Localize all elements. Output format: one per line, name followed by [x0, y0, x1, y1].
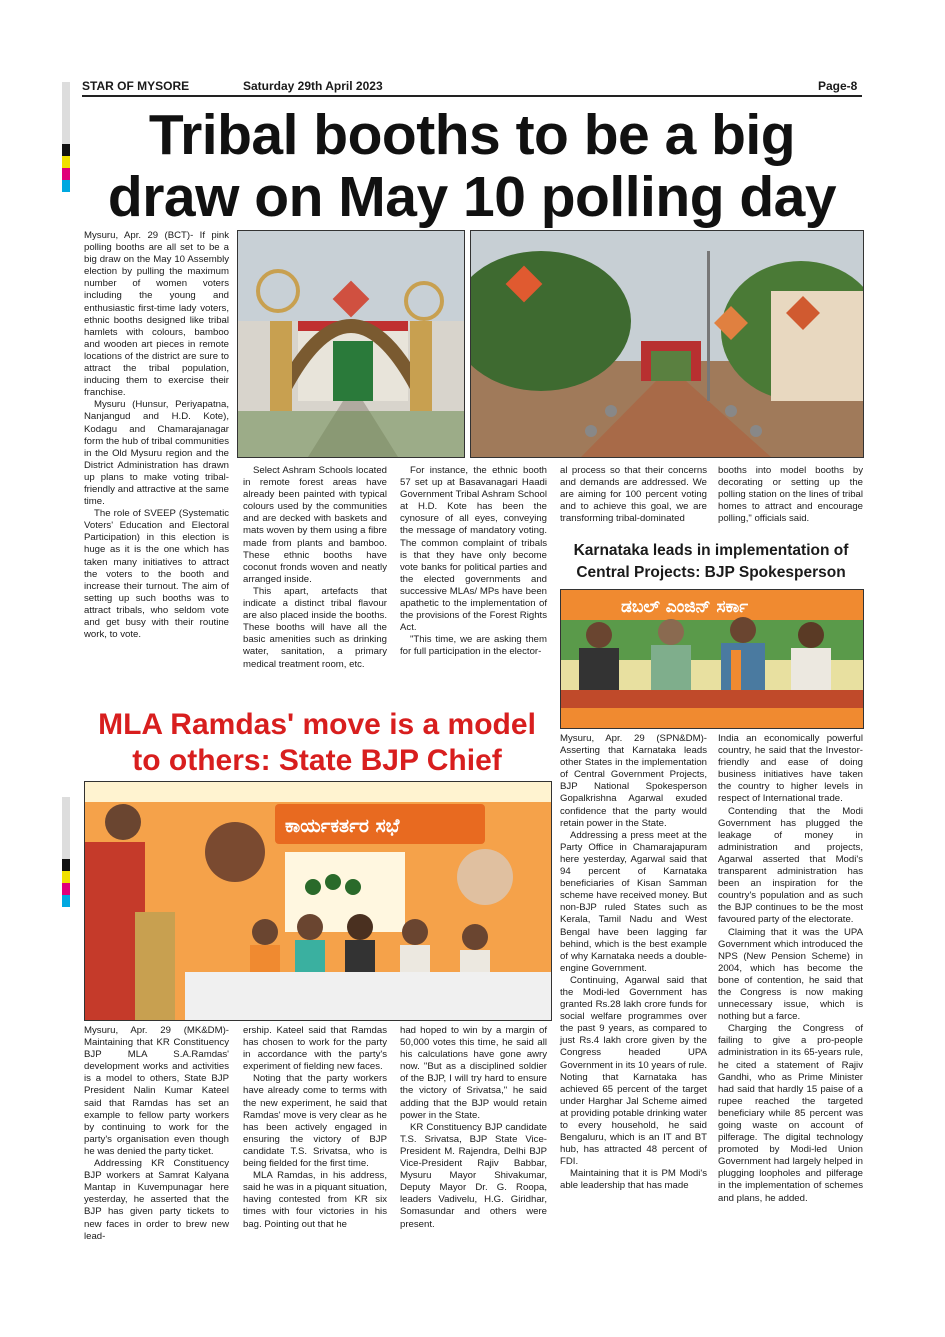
issue-date: Saturday 29th April 2023 [243, 79, 383, 93]
story3-column-2 [243, 1025, 387, 1231]
paragraph: This apart, artefacts that indicate a distinct tribal flavour are also placed inside the booths. These booths will have all the basic amenities such as drinking water, sanitation, a primary medical treatment room, etc. [243, 585, 387, 670]
tribal-booth-gate-photo [237, 230, 465, 458]
paragraph: Select Ashram Schools located in remote forest areas have already been painted with typical colours used by the communities and are decked with baskets and mats woven by them using a fibre made from plants and bamboo. These ethnic booths have coconut fronds woven and neatly arranged inside. [243, 465, 387, 585]
page-number: Page-8 [818, 79, 858, 93]
story2-column-1 [560, 733, 707, 1193]
story1-column-3 [400, 465, 547, 659]
paragraph: Claiming that it was the UPA Government which introduced the NPS (New Pension Scheme) in 2004, which has become the bone of contention, he said that the Congress is now making unnecessary issue, which is nothing but a farce. [718, 926, 863, 1023]
press-meet-banner-text: ಡಬಲ್ ಎಂಜಿನ್ ಸರ್ಕಾ [621, 597, 749, 617]
paragraph: Mysuru, Apr. 29 (SPN&DM)- Asserting that Karnataka leads other States in the implementation of Central Government Projects, BJP National Spokesperson Gopalkrishna Agarwal exuded confidence that the party would retain power in the State. [560, 733, 707, 829]
story3-headline-line2: to others: State BJP Chief [132, 744, 502, 777]
paragraph: Continuing, Agarwal said that the Modi-led Government has granted Rs.28 lakh crore funds for social welfare programmes over the past 9 years, as compared to just Rs.4 lakh crore given by the Congress headed UPA Government in its 10 years of rule. Noting that Karnataka has achieved 65 percent of the target under Harghar Jal Scheme aimed at providing potable drinking water to every household, he said Bengaluru, which is an IT and BT hub, has attracted 48 percent of FDI. [560, 974, 707, 1168]
story1-headline-line1: Tribal booths to be a big [148, 103, 796, 167]
paragraph: "This time, we are asking them for full participation in the elector- [400, 634, 547, 658]
story3-headline [84, 707, 550, 779]
meeting-banner-text: ಕಾರ್ಯಕರ್ತರ ಸಭೆ [285, 815, 400, 837]
press-meet-photo [560, 589, 864, 729]
paragraph: Addressing a press meet at the Party Office in Chamarajapuram here yesterday, Agarwal said that 94 percent of Karnataka beneficiaries of Kisan Samman scheme have received money. But non-BJP ruled States such as Kerala, Tamil Nadu and West Bengal have been lagging far behind, which is the best example of why Karnataka needs a double-engine Government. [560, 829, 707, 974]
story3-headline-line1: MLA Ramdas' move is a model [98, 708, 536, 741]
paragraph: had hoped to win by a margin of 50,000 votes this time, he said all his calculations have gone awry now. "But as a disciplined soldier of the BJP, I will try hard to ensure the victory of Srivatsa," he said adding that the BJP would retain power in the State. [400, 1025, 547, 1121]
story2-headline [560, 540, 862, 584]
paragraph: booths into model booths by decorating or setting up the polling station on the lines of tribal homes to attract and encourage polling," officials said. [718, 465, 863, 525]
story1-column-1 [84, 230, 229, 641]
registration-marks-bottom [62, 797, 70, 907]
story1-column-4 [560, 465, 707, 525]
paragraph: al process so that their concerns and demands are addressed. We are aiming for 100 percent voting and to achieve this goal, we are transforming tribal-dominated [560, 465, 707, 525]
story2-headline-line2: Central Projects: BJP Spokesperson [576, 564, 846, 581]
party-meeting-photo [84, 781, 552, 1021]
tribal-booth-pathway-photo [470, 230, 864, 458]
paragraph: ership. Kateel said that Ramdas has chosen to work for the party in accordance with the party's experiment of fielding new faces. [243, 1025, 387, 1073]
paragraph: KR Constituency BJP candidate T.S. Srivatsa, BJP State Vice-President M. Rajendra, Delhi BJP Vice-President Rajiv Babbar, Mysuru Mayor Shivakumar, Deputy Mayor Dr. G. Roopa, leaders Vadivelu, H.G. Giridhar, Somasundar and others were present. [400, 1121, 547, 1230]
paragraph: Mysuru, Apr. 29 (MK&DM)- Maintaining that KR Constituency BJP MLA S.A.Ramdas' development works and activities is a model to others, State BJP President Nalin Kumar Kateel said that Ramdas has set an example to fellow party workers by continuing to work for the party's organisation even though he was denied the party ticket. [84, 1025, 229, 1157]
paragraph: Mysuru (Hunsur, Periyapatna, Nanjangud and H.D. Kote), Kodagu and Chamarajanagar form the hub of tribal communities in the Old Mysuru region and the District Administration has drawn up plans to make voting tribal-friendly and attractive at the same time. [84, 399, 229, 508]
masthead-name: STAR OF MYSORE [82, 79, 190, 93]
header-rule [82, 95, 862, 97]
registration-marks-top [62, 82, 70, 192]
paragraph: For instance, the ethnic booth 57 set up at Basavanagari Haadi Government Tribal Ashram School at H.D. Kote has been the cynosure of all eyes, conveying the message of mandatory voting. The common complaint of tribals is that they have only become vote banks for political parties and the elected governments and successive MLAs/ MPs have been apathetic to the implementation of the provisions of the Forest Rights Act. [400, 465, 547, 634]
paragraph: Charging the Congress of failing to give a pro-people administration in its 65-years rule, he cited a statement of Rajiv Gandhi, who as Prime Minister had said that hardly 15 paise of a rupee reached the targeted beneficiary while 85 percent was going waste on account of pilferage. The digital technology promoted by Modi-led Union Government had largely helped in plugging loopholes and pilferage in the implementation of schemes and plans, he added. [718, 1023, 863, 1204]
paragraph: Addressing KR Constituency BJP workers at Samrat Kalyana Mantap in Kuvempunagar here yesterday, he asserted that the BJP has given party tickets to new faces in order to brew new lead- [84, 1158, 229, 1242]
story3-column-1 [84, 1025, 229, 1243]
paragraph: Mysuru, Apr. 29 (BCT)- If pink polling booths are all set to be a big draw on the May 10 Assembly election by pulling the maximum number of women voters including the young and enthusiastic first-time lady voters, ethnic booths designed like tribal hamlets with colours, bamboo and wooden art pieces in remote locations of the district are sure to attract the tribal population, inducing them to exercise their franchise. [84, 230, 229, 399]
story1-column-2 [243, 465, 387, 671]
paragraph: Contending that the Modi Government has plugged the leakage of money in administration and projects, Agarwal asserted that Modi's transparent administration has been an inspiration for the country's population and as such the BJP continues to be the most favoured party of the electorate. [718, 805, 863, 926]
story1-column-5 [718, 465, 863, 525]
story2-column-2 [718, 733, 863, 1205]
story1-headline-line2: draw on May 10 polling day [107, 165, 837, 229]
paragraph: Maintaining that it is PM Modi's able leadership that has made [560, 1168, 707, 1192]
paragraph: The role of SVEEP (Systematic Voters' Education and Electoral Participation) in this election is huge as it is the one which has taken many initiatives to attract the voters to the booth and increase their turnout. The aim of setting up such booths was to attract tribals, who seldom vote and get busy with their routine work, to vote. [84, 508, 229, 641]
story2-headline-line1: Karnataka leads in implementation of [573, 542, 849, 559]
paragraph: MLA Ramdas, in his address, said he was in a piquant situation, having contested from KR six times with four victories in his bag. Pointing out that he [243, 1170, 387, 1230]
paragraph: Noting that the party workers have already come to terms with the new experiment, he said that Ramdas' move is very clear as he has been actively engaged in ensuring the victory of BJP candidate T.S. Srivatsa, who is being fielded for the first time. [243, 1073, 387, 1170]
paragraph: India an economically powerful country, he said that the Investor-friendly and ease of doing business initiatives have taken the country to higher levels in respect of International trade. [718, 733, 863, 805]
story3-column-3 [400, 1025, 547, 1231]
